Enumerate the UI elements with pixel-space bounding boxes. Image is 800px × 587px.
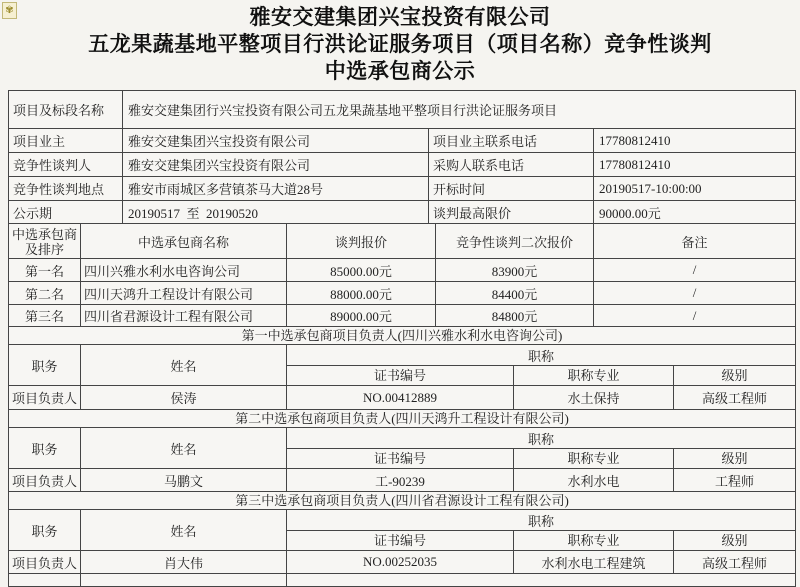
max-price-label: 谈判最高限价 [429, 201, 594, 224]
rank-1-price: 85000.00元 [287, 259, 436, 282]
partial-cell [9, 574, 81, 587]
rank-2-remark: / [594, 282, 796, 305]
rank-1-second-price: 83900元 [436, 259, 594, 282]
document-title [0, 0, 800, 85]
second-price-header: 竞争性谈判二次报价 [436, 224, 594, 259]
negotiator-row [9, 153, 796, 177]
project-info-table [8, 90, 796, 224]
negotiator-label: 竞争性谈判人 [9, 153, 123, 177]
title-header: 职称 [287, 345, 796, 366]
price-header: 谈判报价 [287, 224, 436, 259]
name-header: 姓名 [81, 510, 287, 551]
publicity-period-label: 公示期 [9, 201, 123, 224]
section-2-cert: 工-90239 [287, 469, 514, 492]
duty-header: 职务 [9, 345, 81, 386]
rank-2-company: 四川天鸿升工程设计有限公司 [81, 282, 287, 305]
rank-1-company: 四川兴雅水利水电咨询公司 [81, 259, 287, 282]
section-2-duty: 项目负责人 [9, 469, 81, 492]
title-line-company: 雅安交建集团兴宝投资有限公司 [249, 6, 551, 29]
ranked-contractors-table [8, 223, 796, 327]
duty-header: 职务 [9, 510, 81, 551]
owner-value: 雅安交建集团兴宝投资有限公司 [123, 129, 429, 153]
announcement-table [8, 90, 795, 587]
title-header: 职称 [287, 428, 796, 449]
rank-3-company: 四川省君源设计工程有限公司 [81, 305, 287, 327]
duty-header: 职务 [9, 428, 81, 469]
owner-phone-value: 17780812410 [594, 129, 796, 153]
purchaser-phone-label: 采购人联系电话 [429, 153, 594, 177]
rank-3-row [9, 305, 796, 327]
owner-label: 项目业主 [9, 129, 123, 153]
negotiator-value: 雅安交建集团兴宝投资有限公司 [123, 153, 429, 177]
section-2-data-row [9, 469, 796, 492]
owner-row [9, 129, 796, 153]
contractor-name-header: 中选承包商名称 [81, 224, 287, 259]
cert-header: 证书编号 [287, 449, 514, 469]
rank-3-label: 第三名 [9, 305, 81, 327]
bid-opening-label: 开标时间 [429, 177, 594, 201]
rank-3-price: 89000.00元 [287, 305, 436, 327]
title-line-announcement: 中选承包商公示 [324, 60, 476, 83]
rank-2-price: 88000.00元 [287, 282, 436, 305]
major-header: 职称专业 [514, 449, 674, 469]
rank-3-second-price: 84800元 [436, 305, 594, 327]
section-1-duty: 项目负责人 [9, 386, 81, 410]
section-1-data-row [9, 386, 796, 410]
section-1-table [8, 326, 796, 410]
name-header: 姓名 [81, 428, 287, 469]
rank-header [9, 224, 81, 259]
section-2-level: 工程师 [674, 469, 796, 492]
doc-corner-icon: ✾ [2, 2, 17, 19]
publicity-period-row [9, 201, 796, 224]
purchaser-phone-value: 17780812410 [594, 153, 796, 177]
cert-header: 证书编号 [287, 366, 514, 386]
project-name-row [9, 91, 796, 129]
partial-cell [287, 574, 796, 587]
ranked-header-row [9, 224, 796, 259]
section-2-table [8, 409, 796, 492]
section-1-header-row-1 [9, 345, 796, 366]
section-2-person: 马鹏文 [81, 469, 287, 492]
partial-cell [81, 574, 287, 587]
section-1-major: 水土保持 [514, 386, 674, 410]
rank-3-remark: / [594, 305, 796, 327]
partial-bottom-table [8, 573, 796, 587]
section-3-header-row-1 [9, 510, 796, 531]
project-name-label: 项目及标段名称 [9, 91, 123, 129]
section-3-level: 高级工程师 [674, 551, 796, 574]
rank-1-row [9, 259, 796, 282]
section-2-major: 水利水电 [514, 469, 674, 492]
section-1-title-row [9, 327, 796, 345]
remark-header: 备注 [594, 224, 796, 259]
rank-header-text: 中选承包商 及排序 [11, 226, 77, 257]
rank-1-remark: / [594, 259, 796, 282]
publicity-period-value: 20190517 至 20190520 [123, 201, 429, 224]
title-line-project: 五龙果蔬基地平整项目行洪论证服务项目（项目名称）竞争性谈判 [88, 33, 712, 56]
location-label: 竞争性谈判地点 [9, 177, 123, 201]
section-3-title: 第三中选承包商项目负责人(四川省君源设计工程有限公司) [9, 492, 796, 510]
rank-2-label: 第二名 [9, 282, 81, 305]
section-3-person: 肖大伟 [81, 551, 287, 574]
rank-1-label: 第一名 [9, 259, 81, 282]
level-header: 级别 [674, 366, 796, 386]
section-2-title-row [9, 410, 796, 428]
max-price-value: 90000.00元 [594, 201, 796, 224]
name-header: 姓名 [81, 345, 287, 386]
cert-header: 证书编号 [287, 531, 514, 551]
section-3-data-row [9, 551, 796, 574]
project-name-value: 雅安交建集团行兴宝投资有限公司五龙果蔬基地平整项目行洪论证服务项目 [123, 91, 796, 129]
section-3-major: 水利水电工程建筑 [514, 551, 674, 574]
bid-opening-value: 20190517-10:00:00 [594, 177, 796, 201]
major-header: 职称专业 [514, 366, 674, 386]
section-1-cert: NO.00412889 [287, 386, 514, 410]
level-header: 级别 [674, 449, 796, 469]
section-3-duty: 项目负责人 [9, 551, 81, 574]
section-3-cert: NO.00252035 [287, 551, 514, 574]
rank-2-second-price: 84400元 [436, 282, 594, 305]
section-3-title-row [9, 492, 796, 510]
section-1-level: 高级工程师 [674, 386, 796, 410]
section-3-table [8, 491, 796, 574]
location-row [9, 177, 796, 201]
level-header: 级别 [674, 531, 796, 551]
partial-bottom-row [9, 574, 796, 587]
owner-phone-label: 项目业主联系电话 [429, 129, 594, 153]
location-value: 雅安市雨城区多营镇茶马大道28号 [123, 177, 429, 201]
major-header: 职称专业 [514, 531, 674, 551]
section-1-person: 侯涛 [81, 386, 287, 410]
section-2-title: 第二中选承包商项目负责人(四川天鸿升工程设计有限公司) [9, 410, 796, 428]
section-2-header-row-1 [9, 428, 796, 449]
rank-2-row [9, 282, 796, 305]
section-1-title: 第一中选承包商项目负责人(四川兴雅水利水电咨询公司) [9, 327, 796, 345]
title-header: 职称 [287, 510, 796, 531]
